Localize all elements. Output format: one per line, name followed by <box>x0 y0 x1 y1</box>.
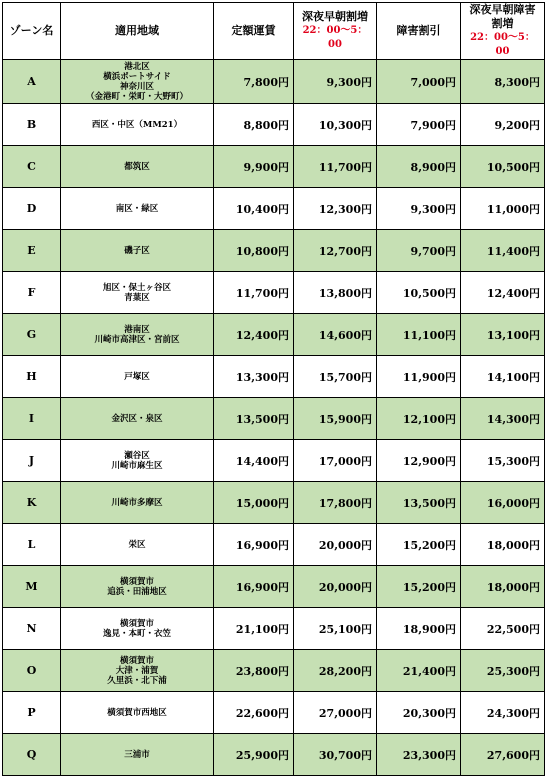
disability-discount-cell: 7,000円 <box>377 60 461 104</box>
night-disability-cell: 10,500円 <box>461 146 545 188</box>
night-disability-cell: 18,000円 <box>461 566 545 608</box>
night-surcharge-cell: 11,700円 <box>294 146 377 188</box>
zone-cell: J <box>3 440 61 482</box>
night-disability-cell: 11,000円 <box>461 188 545 230</box>
area-line: 金沢区・泉区 <box>111 413 163 424</box>
area-cell <box>61 146 214 188</box>
disability-discount-cell: 9,300円 <box>377 188 461 230</box>
zone-cell: M <box>3 566 61 608</box>
base-fare-cell: 15,000円 <box>214 482 294 524</box>
base-fare-cell: 10,800円 <box>214 230 294 272</box>
zone-cell: L <box>3 524 61 566</box>
disability-discount-cell: 18,900円 <box>377 608 461 650</box>
base-fare-cell: 23,800円 <box>214 650 294 692</box>
disability-discount-cell: 8,900円 <box>377 146 461 188</box>
night-disability-cell: 27,600円 <box>461 734 545 776</box>
table-row <box>3 734 545 776</box>
area-line: 磯子区 <box>124 245 150 256</box>
table-row <box>3 188 545 230</box>
header-night-disability <box>461 3 545 60</box>
disability-discount-cell: 15,200円 <box>377 524 461 566</box>
area-line: 川崎市高津区・宮前区 <box>94 334 180 345</box>
disability-discount-cell: 10,500円 <box>377 272 461 314</box>
area-line: 青葉区 <box>124 292 150 303</box>
area-line: 横須賀市西地区 <box>107 707 167 718</box>
base-fare-cell: 7,800円 <box>214 60 294 104</box>
base-fare-cell: 13,500円 <box>214 398 294 440</box>
area-cell <box>61 440 214 482</box>
night-surcharge-cell: 9,300円 <box>294 60 377 104</box>
area-cell <box>61 60 214 104</box>
area-cell <box>61 230 214 272</box>
night-surcharge-cell: 15,900円 <box>294 398 377 440</box>
night-surcharge-cell: 20,000円 <box>294 566 377 608</box>
zone-cell: E <box>3 230 61 272</box>
area-line: 三浦市 <box>124 749 150 760</box>
table-row <box>3 650 545 692</box>
area-line: 逸見・本町・衣笠 <box>102 628 171 639</box>
night-surcharge-cell: 15,700円 <box>294 356 377 398</box>
table-row <box>3 146 545 188</box>
disability-discount-cell: 23,300円 <box>377 734 461 776</box>
night-surcharge-cell: 12,300円 <box>294 188 377 230</box>
zone-cell: F <box>3 272 61 314</box>
table-body <box>3 60 545 776</box>
zone-cell: H <box>3 356 61 398</box>
zone-cell: N <box>3 608 61 650</box>
night-disability-cell: 16,000円 <box>461 482 545 524</box>
disability-discount-cell: 13,500円 <box>377 482 461 524</box>
night-surcharge-cell: 13,800円 <box>294 272 377 314</box>
area-line: 横須賀市 <box>119 576 154 587</box>
header-base-fare: 定額運賃 <box>214 3 294 60</box>
table-row <box>3 692 545 734</box>
night-surcharge-cell: 10,300円 <box>294 104 377 146</box>
disability-discount-cell: 12,100円 <box>377 398 461 440</box>
zone-cell: I <box>3 398 61 440</box>
disability-discount-cell: 15,200円 <box>377 566 461 608</box>
area-line: 追浜・田浦地区 <box>107 586 167 597</box>
zone-cell: Q <box>3 734 61 776</box>
disability-discount-cell: 11,900円 <box>377 356 461 398</box>
area-line: 川崎市麻生区 <box>111 460 163 471</box>
area-line: 港北区 <box>124 61 150 72</box>
base-fare-cell: 16,900円 <box>214 524 294 566</box>
zone-cell: G <box>3 314 61 356</box>
area-line: 横須賀市 <box>119 618 154 629</box>
table-row <box>3 482 545 524</box>
zone-cell: D <box>3 188 61 230</box>
header-night-disability-time: 22：00～5：00 <box>470 32 535 57</box>
night-surcharge-cell: 20,000円 <box>294 524 377 566</box>
area-line: 戸塚区 <box>124 371 150 382</box>
area-line: 南区・緑区 <box>115 203 159 214</box>
area-line: 神奈川区 <box>119 81 154 92</box>
fare-table <box>2 2 545 776</box>
zone-cell: P <box>3 692 61 734</box>
area-cell <box>61 356 214 398</box>
table-row <box>3 314 545 356</box>
night-disability-cell: 11,400円 <box>461 230 545 272</box>
night-disability-cell: 24,300円 <box>461 692 545 734</box>
area-line: 栄区 <box>128 539 146 550</box>
night-disability-cell: 12,400円 <box>461 272 545 314</box>
zone-cell: B <box>3 104 61 146</box>
table-row <box>3 272 545 314</box>
disability-discount-cell: 12,900円 <box>377 440 461 482</box>
table-row <box>3 356 545 398</box>
night-surcharge-cell: 17,800円 <box>294 482 377 524</box>
night-disability-cell: 14,300円 <box>461 398 545 440</box>
area-cell <box>61 188 214 230</box>
disability-discount-cell: 9,700円 <box>377 230 461 272</box>
area-cell <box>61 734 214 776</box>
area-cell <box>61 272 214 314</box>
area-cell <box>61 608 214 650</box>
area-cell <box>61 398 214 440</box>
night-disability-cell: 9,200円 <box>461 104 545 146</box>
base-fare-cell: 21,100円 <box>214 608 294 650</box>
base-fare-cell: 16,900円 <box>214 566 294 608</box>
area-line: 横浜ポートサイド <box>103 71 171 82</box>
area-line: 旭区・保土ヶ谷区 <box>102 282 171 293</box>
base-fare-cell: 9,900円 <box>214 146 294 188</box>
night-disability-cell: 15,300円 <box>461 440 545 482</box>
area-line: 港南区 <box>124 324 150 335</box>
base-fare-cell: 8,800円 <box>214 104 294 146</box>
disability-discount-cell: 21,400円 <box>377 650 461 692</box>
area-line: 大津・浦賀 <box>115 665 159 676</box>
base-fare-cell: 22,600円 <box>214 692 294 734</box>
night-disability-cell: 13,100円 <box>461 314 545 356</box>
zone-cell: A <box>3 60 61 104</box>
night-surcharge-cell: 25,100円 <box>294 608 377 650</box>
base-fare-cell: 25,900円 <box>214 734 294 776</box>
table-header-row <box>3 3 545 60</box>
header-night-time: 22：00～5：00 <box>302 25 368 50</box>
fare-table-container <box>2 2 544 776</box>
area-line: 都筑区 <box>124 161 150 172</box>
header-night-disability-label: 深夜早朝障害割増 <box>469 3 536 30</box>
disability-discount-cell: 20,300円 <box>377 692 461 734</box>
zone-cell: O <box>3 650 61 692</box>
night-surcharge-cell: 28,200円 <box>294 650 377 692</box>
table-row <box>3 566 545 608</box>
table-row <box>3 524 545 566</box>
base-fare-cell: 10,400円 <box>214 188 294 230</box>
night-surcharge-cell: 14,600円 <box>294 314 377 356</box>
table-row <box>3 398 545 440</box>
area-cell <box>61 650 214 692</box>
disability-discount-cell: 7,900円 <box>377 104 461 146</box>
table-row <box>3 60 545 104</box>
area-cell <box>61 314 214 356</box>
zone-cell: K <box>3 482 61 524</box>
base-fare-cell: 12,400円 <box>214 314 294 356</box>
area-line: 久里浜・北下浦 <box>107 675 167 686</box>
table-row <box>3 608 545 650</box>
area-line: 横須賀市 <box>119 655 154 666</box>
night-disability-cell: 8,300円 <box>461 60 545 104</box>
area-cell <box>61 566 214 608</box>
night-disability-cell: 25,300円 <box>461 650 545 692</box>
area-line: （金港町・栄町・大野町） <box>85 91 188 102</box>
night-disability-cell: 18,000円 <box>461 524 545 566</box>
zone-cell: C <box>3 146 61 188</box>
area-line: 西区・中区（MM21） <box>91 119 183 130</box>
base-fare-cell: 14,400円 <box>214 440 294 482</box>
disability-discount-cell: 11,100円 <box>377 314 461 356</box>
table-row <box>3 440 545 482</box>
header-disability-discount: 障害割引 <box>377 3 461 60</box>
header-night-surcharge <box>294 3 377 60</box>
base-fare-cell: 11,700円 <box>214 272 294 314</box>
night-surcharge-cell: 27,000円 <box>294 692 377 734</box>
table-row <box>3 104 545 146</box>
table-row <box>3 230 545 272</box>
area-cell <box>61 692 214 734</box>
night-disability-cell: 22,500円 <box>461 608 545 650</box>
night-disability-cell: 14,100円 <box>461 356 545 398</box>
night-surcharge-cell: 17,000円 <box>294 440 377 482</box>
area-cell <box>61 524 214 566</box>
header-night-label: 深夜早朝割増 <box>302 10 368 23</box>
header-zone: ゾーン名 <box>3 3 61 60</box>
night-surcharge-cell: 12,700円 <box>294 230 377 272</box>
area-cell <box>61 482 214 524</box>
base-fare-cell: 13,300円 <box>214 356 294 398</box>
area-line: 川崎市多摩区 <box>111 497 163 508</box>
area-line: 瀬谷区 <box>124 450 150 461</box>
area-cell <box>61 104 214 146</box>
header-area: 適用地域 <box>61 3 214 60</box>
night-surcharge-cell: 30,700円 <box>294 734 377 776</box>
